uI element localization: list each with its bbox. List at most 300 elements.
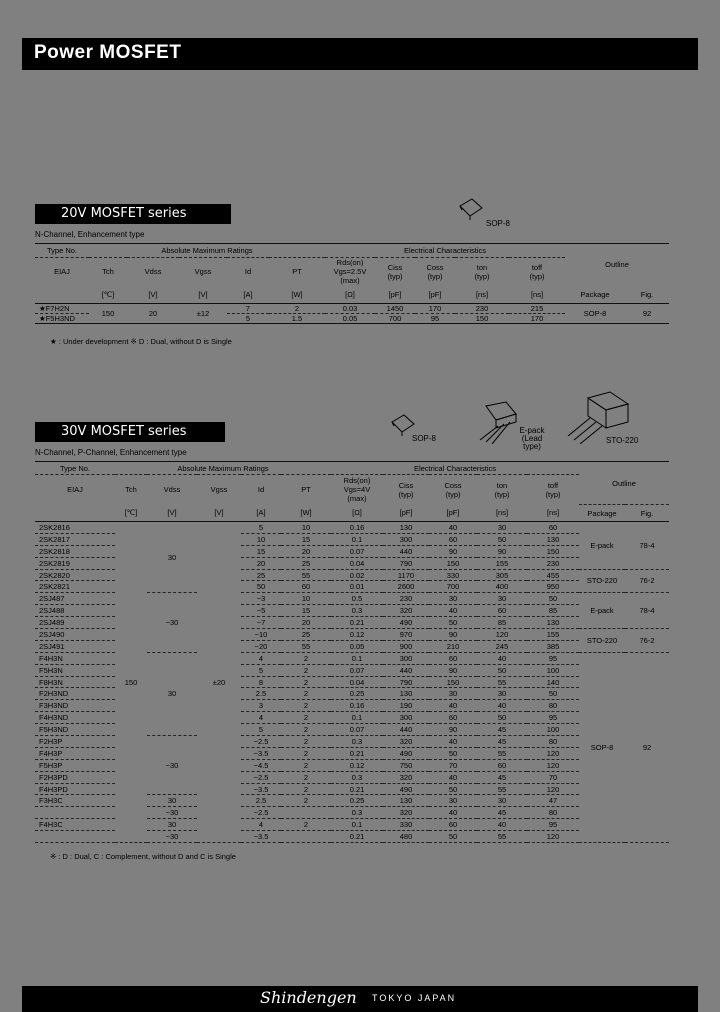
table-row	[35, 522, 669, 534]
coss-value: 150	[446, 558, 460, 568]
package-value: E-pack	[590, 606, 614, 616]
toff-value: 80	[548, 808, 558, 818]
th-ciss-typ: (typ)	[398, 489, 414, 499]
rds-value: 0.3	[351, 606, 363, 616]
footer	[22, 986, 698, 1012]
package-label-sop8: SOP-8	[412, 434, 437, 443]
pt-value: 2	[303, 701, 309, 711]
ciss-value: 790	[399, 558, 413, 568]
id-value: 2.5	[255, 796, 267, 806]
type-name: 2SJ490	[39, 629, 65, 639]
th-unit-v2: [V]	[198, 289, 208, 299]
th-coss-label: Coss	[444, 480, 462, 490]
rds-value: 0.3	[351, 772, 363, 782]
type-name: 2SJ491	[39, 641, 65, 651]
pt-value: 2	[303, 665, 309, 675]
ciss-value: 790	[399, 677, 413, 687]
ton-value: 40	[497, 701, 507, 711]
th-toff-typ: (typ)	[545, 489, 561, 499]
th-tch: Tch	[102, 267, 114, 277]
vdss-value: −30	[165, 760, 179, 770]
ciss-value: 320	[399, 772, 413, 782]
type-name: F3H3ND	[39, 701, 69, 711]
pt-value: 2	[303, 677, 309, 687]
ciss-value: 130	[399, 522, 413, 532]
vdss-value: 20	[148, 309, 158, 318]
coss-value: 40	[448, 522, 458, 532]
th-elec: Electrical Characteristics	[325, 244, 565, 258]
th-rds-max: (max)	[340, 276, 360, 286]
rds-value: 0.21	[349, 748, 365, 758]
section2-table-body	[35, 522, 669, 843]
id-value: 15	[256, 546, 266, 556]
type-name: F4H3PD	[39, 784, 68, 794]
pt-value: 60	[301, 582, 311, 592]
pt-value	[281, 807, 331, 819]
id-value: 5	[258, 725, 264, 735]
section1-title: 20V MOSFET series	[35, 204, 231, 224]
type-name: F4H3P	[39, 748, 63, 758]
rds-value: 0.1	[351, 820, 363, 830]
vgss-value: ±12	[196, 309, 210, 318]
toff-value: 150	[546, 546, 560, 556]
toff-value: 140	[546, 677, 560, 687]
pt-value: 10	[301, 594, 311, 604]
pt-value: 2	[303, 784, 309, 794]
id-value: −3.5	[253, 832, 269, 842]
ciss-value: 440	[399, 725, 413, 735]
th-ton	[477, 475, 527, 505]
th-ciss-label: Ciss	[398, 480, 414, 490]
th-unit-pf2: [pF]	[446, 508, 460, 518]
type-name	[35, 831, 115, 843]
toff-value: 100	[546, 665, 560, 675]
id-value: −3	[256, 594, 266, 604]
ton-value: 55	[497, 832, 507, 842]
section2-table	[35, 461, 669, 843]
coss-value: 90	[448, 546, 458, 556]
th-vdss: Vdss	[163, 485, 181, 495]
pt-value: 2	[303, 820, 309, 830]
th-unit-v1: [V]	[148, 289, 158, 299]
th-unit-c: [℃]	[101, 289, 115, 299]
toff-value: 950	[546, 582, 560, 592]
th-unit-w: [W]	[300, 508, 312, 518]
rds-value: 0.04	[349, 677, 365, 687]
coss-value: 40	[448, 808, 458, 818]
vdss-complement-value: 30	[167, 796, 177, 806]
id-value: −20	[254, 641, 268, 651]
ciss-value: 190	[399, 701, 413, 711]
pt-value: 25	[301, 558, 311, 568]
th-abs-max: Absolute Maximum Ratings	[115, 462, 331, 475]
rds-value: 0.21	[349, 784, 365, 794]
toff-value: 130	[546, 618, 560, 628]
ton-value: 60	[497, 760, 507, 770]
th-rds-label: Rds(on)	[343, 476, 371, 486]
ton-value: 55	[497, 748, 507, 758]
package-label-sto220: STO-220	[606, 436, 639, 445]
type-name: F5H3N	[39, 665, 63, 675]
section2-note: ※ : D : Dual, C : Complement, without D and C is Single	[50, 852, 236, 861]
ton-value: 85	[497, 618, 507, 628]
ton-value: 50	[497, 713, 507, 723]
fig-value: 76-2	[639, 635, 655, 645]
vgss-value: ±20	[212, 677, 226, 687]
ton-value: 40	[497, 820, 507, 830]
tch-value: 150	[124, 677, 138, 687]
pt-value: 2	[303, 653, 309, 663]
pt-value: 2	[303, 796, 309, 806]
th-tch: Tch	[125, 485, 137, 495]
package-value: SOP-8	[583, 309, 607, 318]
coss-value: 30	[448, 594, 458, 604]
ton-value: 400	[495, 582, 509, 592]
th-unit-pf1: [pF]	[388, 289, 402, 299]
th-ton-label: ton	[476, 262, 488, 272]
type-name: 2SK2817	[39, 534, 70, 544]
coss-value: 50	[448, 618, 458, 628]
th-ton-typ: (typ)	[494, 489, 510, 499]
ciss-value: 130	[399, 689, 413, 699]
toff-value: 120	[546, 748, 560, 758]
package-value: STO-220	[586, 576, 618, 586]
id-value: 5	[258, 665, 264, 675]
th-coss-typ: (typ)	[445, 489, 461, 499]
fig-value: 78-4	[639, 540, 655, 550]
ton-value: 155	[495, 558, 509, 568]
id-value: −7	[256, 618, 266, 628]
coss-value: 70	[448, 760, 458, 770]
fig-value: 92	[642, 742, 652, 752]
coss-value: 50	[448, 832, 458, 842]
ton-value: 30	[497, 594, 507, 604]
coss-value: 90	[448, 725, 458, 735]
ciss-value: 330	[399, 820, 413, 830]
coss-value: 90	[448, 629, 458, 639]
rds-value: 0.01	[349, 582, 365, 592]
type-name: F5H3P	[39, 760, 63, 770]
id-value: 20	[256, 558, 266, 568]
th-rds	[325, 258, 375, 286]
rds-value: 0.12	[349, 629, 365, 639]
pt-value: 15	[301, 534, 311, 544]
toff-value: 85	[548, 606, 558, 616]
th-type-no: Type No.	[35, 462, 115, 475]
ciss-value: 700	[388, 314, 402, 323]
toff-value: 70	[548, 772, 558, 782]
id-value: −2.5	[253, 772, 269, 782]
vdss-complement-value: −30	[165, 832, 179, 842]
id-value: −3.5	[253, 784, 269, 794]
th-elec: Electrical Characteristics	[331, 462, 579, 475]
type-name: 2SK2816	[39, 522, 70, 532]
ciss-value: 490	[399, 784, 413, 794]
type-name: ★F7H2N	[39, 304, 70, 313]
pt-value: 2	[303, 748, 309, 758]
id-value: 5	[245, 314, 251, 323]
pt-value: 20	[301, 618, 311, 628]
toff-value: 50	[548, 594, 558, 604]
ton-value: 50	[497, 665, 507, 675]
type-name: F5H3ND	[39, 725, 69, 735]
toff-value: 120	[546, 784, 560, 794]
ton-value: 45	[497, 808, 507, 818]
pt-value: 2	[294, 304, 300, 313]
ton-value: 230	[475, 304, 489, 313]
coss-value: 40	[448, 736, 458, 746]
type-name: 2SK2819	[39, 558, 70, 568]
id-value: 5	[258, 522, 264, 532]
pt-value: 20	[301, 546, 311, 556]
type-name: F2H3ND	[39, 689, 69, 699]
ciss-value: 440	[399, 665, 413, 675]
th-unit-ns2: [ns]	[546, 508, 560, 518]
th-unit-ns1: [ns]	[495, 508, 509, 518]
toff-value: 95	[548, 713, 558, 723]
toff-value: 50	[548, 689, 558, 699]
toff-value: 155	[546, 629, 560, 639]
id-value: 10	[256, 534, 266, 544]
ciss-value: 300	[399, 653, 413, 663]
th-unit-a: [A]	[243, 289, 253, 299]
ton-value: 30	[497, 689, 507, 699]
type-name: F8H3N	[39, 677, 63, 687]
ton-value: 40	[497, 653, 507, 663]
id-value: 7	[245, 304, 251, 313]
type-name: F4H3ND	[39, 713, 69, 723]
ciss-value: 490	[399, 618, 413, 628]
type-name: ★F5H3ND	[39, 314, 75, 323]
ciss-value: 300	[399, 713, 413, 723]
rds-value: 0.16	[349, 701, 365, 711]
rds-value: 0.07	[349, 546, 365, 556]
pt-value: 2	[303, 689, 309, 699]
rds-value: 0.1	[351, 713, 363, 723]
type-name: F2H3PD	[39, 772, 68, 782]
type-name: 2SJ488	[39, 606, 65, 616]
th-coss	[429, 475, 477, 505]
pt-value: 10	[301, 522, 311, 532]
coss-value: 700	[446, 582, 460, 592]
th-rds-max: (max)	[347, 494, 367, 504]
th-toff-typ: (typ)	[529, 271, 545, 281]
rds-value: 0.3	[351, 736, 363, 746]
th-unit-ns1: [ns]	[475, 289, 489, 299]
th-abs-max: Absolute Maximum Ratings	[89, 244, 325, 258]
page-title-bar	[22, 38, 698, 70]
th-ciss	[383, 475, 429, 505]
id-value: −2.5	[253, 736, 269, 746]
th-rds-cond: Vgs=4V	[343, 485, 371, 495]
th-unit-v1: [V]	[167, 508, 177, 518]
coss-value: 50	[448, 784, 458, 794]
th-ciss-typ: (typ)	[387, 271, 403, 281]
ton-value: 45	[497, 725, 507, 735]
vdss-complement-value: −30	[165, 808, 179, 818]
ciss-value: 320	[399, 808, 413, 818]
coss-value: 210	[446, 641, 460, 651]
th-outline: Outline	[605, 260, 629, 270]
ton-value: 55	[497, 677, 507, 687]
th-eiaj: EIAJ	[67, 485, 83, 495]
toff-value: 385	[546, 641, 560, 651]
th-toff-label: toff	[547, 480, 559, 490]
coss-value: 30	[448, 689, 458, 699]
ton-value: 245	[495, 641, 509, 651]
th-type-no: Type No.	[35, 244, 89, 258]
toff-value: 80	[548, 701, 558, 711]
pt-value: 1.5	[291, 314, 303, 323]
ton-value: 45	[497, 772, 507, 782]
tch-value: 150	[101, 309, 115, 318]
rds-value: 0.3	[351, 808, 363, 818]
type-name: F4H3N	[39, 653, 63, 663]
table-row	[35, 304, 669, 314]
th-id: Id	[244, 267, 252, 277]
th-unit-ohm: [Ω]	[345, 289, 355, 299]
th-ton-typ: (typ)	[474, 271, 490, 281]
toff-value: 230	[546, 558, 560, 568]
th-eiaj: EIAJ	[54, 267, 70, 277]
pt-value: 55	[301, 641, 311, 651]
toff-value: 215	[530, 304, 544, 313]
ciss-value: 480	[399, 832, 413, 842]
ciss-value: 1450	[386, 304, 404, 313]
ciss-value: 130	[399, 796, 413, 806]
rds-value: 0.21	[349, 618, 365, 628]
coss-value: 150	[446, 677, 460, 687]
id-value: 4	[258, 820, 264, 830]
coss-value: 60	[448, 713, 458, 723]
rds-value: 0.05	[349, 641, 365, 651]
th-unit-v2: [V]	[214, 508, 224, 518]
coss-value: 40	[448, 606, 458, 616]
th-toff-label: toff	[531, 262, 543, 272]
toff-value: 130	[546, 534, 560, 544]
ciss-value: 300	[399, 534, 413, 544]
coss-value: 60	[448, 820, 458, 830]
section2-title: 30V MOSFET series	[35, 422, 225, 442]
th-unit-a: [A]	[256, 508, 266, 518]
rds-value: 0.07	[349, 665, 365, 675]
th-vdss: Vdss	[144, 267, 162, 277]
type-name: F2H3P	[39, 736, 63, 746]
toff-value: 455	[546, 570, 560, 580]
ciss-value: 320	[399, 606, 413, 616]
th-pt: PT	[301, 485, 311, 495]
th-coss-typ: (typ)	[427, 271, 443, 281]
pt-value: 2	[303, 725, 309, 735]
th-toff	[509, 258, 565, 286]
th-fig: Fig.	[640, 508, 654, 518]
th-package: Package	[580, 289, 610, 299]
th-coss-label: Coss	[426, 262, 444, 272]
th-package: Package	[587, 508, 617, 518]
ciss-value: 750	[399, 760, 413, 770]
rds-value: 0.25	[349, 796, 365, 806]
type-name: F3H3C	[39, 796, 63, 806]
th-vgss: Vgss	[210, 485, 228, 495]
id-value: 2.5	[255, 689, 267, 699]
id-value: 8	[258, 677, 264, 687]
pt-value: 2	[303, 713, 309, 723]
toff-value: 95	[548, 820, 558, 830]
ton-value: 30	[497, 796, 507, 806]
fig-value: 92	[642, 309, 652, 318]
coss-value: 50	[448, 748, 458, 758]
th-coss	[415, 258, 455, 286]
rds-value: 0.05	[342, 314, 358, 323]
coss-value: 95	[430, 314, 440, 323]
ciss-value: 490	[399, 748, 413, 758]
ton-value: 150	[475, 314, 489, 323]
rds-value: 0.04	[349, 558, 365, 568]
page-title: Power MOSFET	[34, 42, 182, 63]
pt-value: 2	[303, 760, 309, 770]
th-vgss: Vgss	[194, 267, 212, 277]
rds-value: 0.21	[349, 832, 365, 842]
section1-subtitle: N-Channel, Enhancement type	[35, 230, 145, 239]
coss-value: 60	[448, 534, 458, 544]
rds-value: 0.16	[349, 522, 365, 532]
coss-value: 60	[448, 653, 458, 663]
th-unit-c: [℃]	[124, 508, 138, 518]
rds-value: 0.25	[349, 689, 365, 699]
toff-value: 170	[530, 314, 544, 323]
th-ciss	[375, 258, 415, 286]
rds-value: 0.1	[351, 534, 363, 544]
ton-value: 55	[497, 784, 507, 794]
pt-value: 25	[301, 629, 311, 639]
pt-value: 15	[301, 606, 311, 616]
th-pt: PT	[292, 267, 302, 277]
section1-table	[35, 243, 669, 324]
package-value: E-pack	[590, 540, 614, 550]
package-value: STO-220	[586, 635, 618, 645]
package-value: SOP-8	[590, 742, 614, 752]
type-name	[35, 807, 115, 819]
th-unit-ns2: [ns]	[530, 289, 544, 299]
coss-value: 40	[448, 772, 458, 782]
rds-value: 0.1	[351, 653, 363, 663]
rds-value: 0.12	[349, 760, 365, 770]
th-rds	[331, 475, 383, 505]
type-name: 2SK2820	[39, 570, 70, 580]
id-value: −4.5	[253, 760, 269, 770]
th-fig: Fig.	[640, 289, 654, 299]
toff-value: 100	[546, 725, 560, 735]
ton-value: 45	[497, 736, 507, 746]
vdss-value: 30	[167, 552, 177, 562]
ciss-value: 970	[399, 629, 413, 639]
ton-value: 90	[497, 546, 507, 556]
th-ton-label: ton	[496, 480, 508, 490]
ciss-value: 900	[399, 641, 413, 651]
ciss-value: 1170	[397, 570, 415, 580]
ciss-value: 320	[399, 736, 413, 746]
id-value: 25	[256, 570, 266, 580]
section1-note: ★ : Under development ※ D : Dual, without D is Single	[50, 337, 232, 346]
ton-value: 120	[495, 629, 509, 639]
rds-value: 0.03	[342, 304, 358, 313]
type-name: 2SK2818	[39, 546, 70, 556]
fig-value: 78-4	[639, 606, 655, 616]
ciss-value: 2600	[397, 582, 415, 592]
ciss-value: 230	[399, 594, 413, 604]
toff-value: 120	[546, 832, 560, 842]
id-value: −10	[254, 629, 268, 639]
